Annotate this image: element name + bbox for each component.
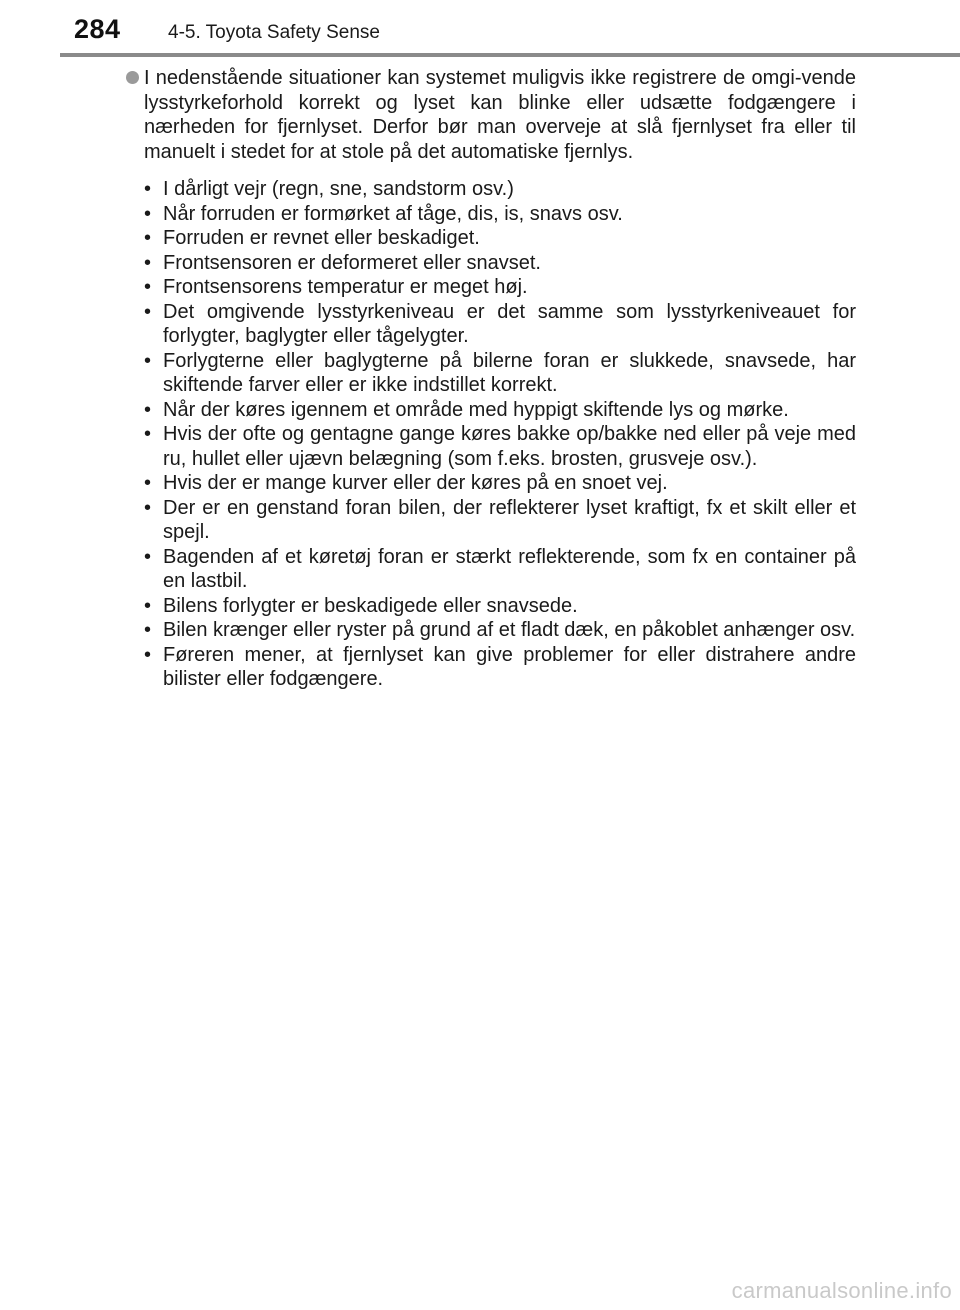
bullet-icon: • xyxy=(144,496,152,519)
list-item xyxy=(126,398,856,423)
list-item-text: Hvis der ofte og gentagne gange køres bakke op/bakke ned eller på veje med ru, hullet eller ujævn belægning (som f.eks. brosten, grusveje osv.). xyxy=(163,423,856,470)
main-content xyxy=(126,66,856,692)
list-item xyxy=(126,422,856,471)
page-header xyxy=(0,0,960,56)
list-item xyxy=(126,202,856,227)
bullet-icon: • xyxy=(144,423,152,445)
list-item-text: Frontsensorens temperatur er meget høj. xyxy=(163,276,528,298)
list-item-text: Forruden er revnet eller beskadiget. xyxy=(163,227,480,249)
bullet-icon: • xyxy=(144,276,152,298)
list-item xyxy=(126,545,856,594)
list-item xyxy=(126,226,856,251)
condition-list xyxy=(126,177,856,692)
bullet-icon: • xyxy=(144,619,152,641)
bullet-icon: • xyxy=(144,178,152,200)
list-item-text: Bilen krænger eller ryster på grund af et fladt dæk, en påkoblet anhænger osv. xyxy=(163,619,856,641)
section-title: 4-5. Toyota Safety Sense xyxy=(168,22,380,43)
bullet-icon: • xyxy=(144,202,152,225)
bullet-icon: • xyxy=(144,251,152,274)
bullet-icon: • xyxy=(144,643,152,666)
list-item-text: Der er en genstand foran bilen, der reflekterer lyset kraftigt, fx et skilt eller et spejl. xyxy=(163,496,856,543)
bullet-icon: • xyxy=(144,594,152,617)
page-number: 284 xyxy=(74,14,121,44)
list-item xyxy=(126,251,856,276)
list-item-text: Hvis der er mange kurver eller der køres på en snoet vej. xyxy=(163,472,668,494)
list-item-text: I dårligt vejr (regn, sne, sandstorm osv.) xyxy=(163,178,514,200)
watermark: carmanualsonline.info xyxy=(731,1278,952,1303)
list-item xyxy=(126,496,856,545)
bullet-icon: • xyxy=(144,300,152,323)
bullet-icon: • xyxy=(144,398,152,421)
list-item xyxy=(126,618,856,643)
bullet-icon: • xyxy=(144,545,152,568)
intro-paragraph xyxy=(126,66,856,164)
intro-paragraph-text: I nedenstående situationer kan systemet muligvis ikke registrere de omgi-vende lysstyrkeforhold korrekt og lyset kan blinke eller udsætte fodgængere i nærheden for fjernlyset. Derfor bør man overveje at slå fjernlyset fra eller til manuelt i stedet for at stole på det automatiske fjernlys. xyxy=(144,67,856,163)
bullet-icon: • xyxy=(144,227,152,249)
list-item-text: Bagenden af et køretøj foran er stærkt reflekterende, som fx en container på en lastbil. xyxy=(163,545,856,592)
circle-bullet-icon xyxy=(126,71,139,84)
bullet-icon: • xyxy=(144,349,152,372)
list-item xyxy=(126,643,856,692)
bullet-icon: • xyxy=(144,472,152,494)
list-item-text: Det omgivende lysstyrkeniveau er det samme som lysstyrkeniveauet for forlygter, baglygter eller tågelygter. xyxy=(163,300,856,347)
list-item xyxy=(126,594,856,619)
list-item xyxy=(126,471,856,496)
list-item-text: Bilens forlygter er beskadigede eller snavsede. xyxy=(163,594,578,617)
list-item xyxy=(126,275,856,300)
list-item-text: Forlygterne eller baglygterne på bilerne foran er slukkede, snavsede, har skiftende farver eller er ikke indstillet korrekt. xyxy=(163,349,856,396)
list-item-text: Når der køres igennem et område med hyppigt skiftende lys og mørke. xyxy=(163,398,789,421)
list-item-text: Når forruden er formørket af tåge, dis, is, snavs osv. xyxy=(163,202,623,225)
list-item xyxy=(126,300,856,349)
list-item-text: Føreren mener, at fjernlyset kan give problemer for eller distrahere andre bilister eller fodgængere. xyxy=(163,643,856,690)
list-item-text: Frontsensoren er deformeret eller snavset. xyxy=(163,251,541,274)
list-item xyxy=(126,177,856,202)
header-divider xyxy=(60,53,960,57)
list-item xyxy=(126,349,856,398)
